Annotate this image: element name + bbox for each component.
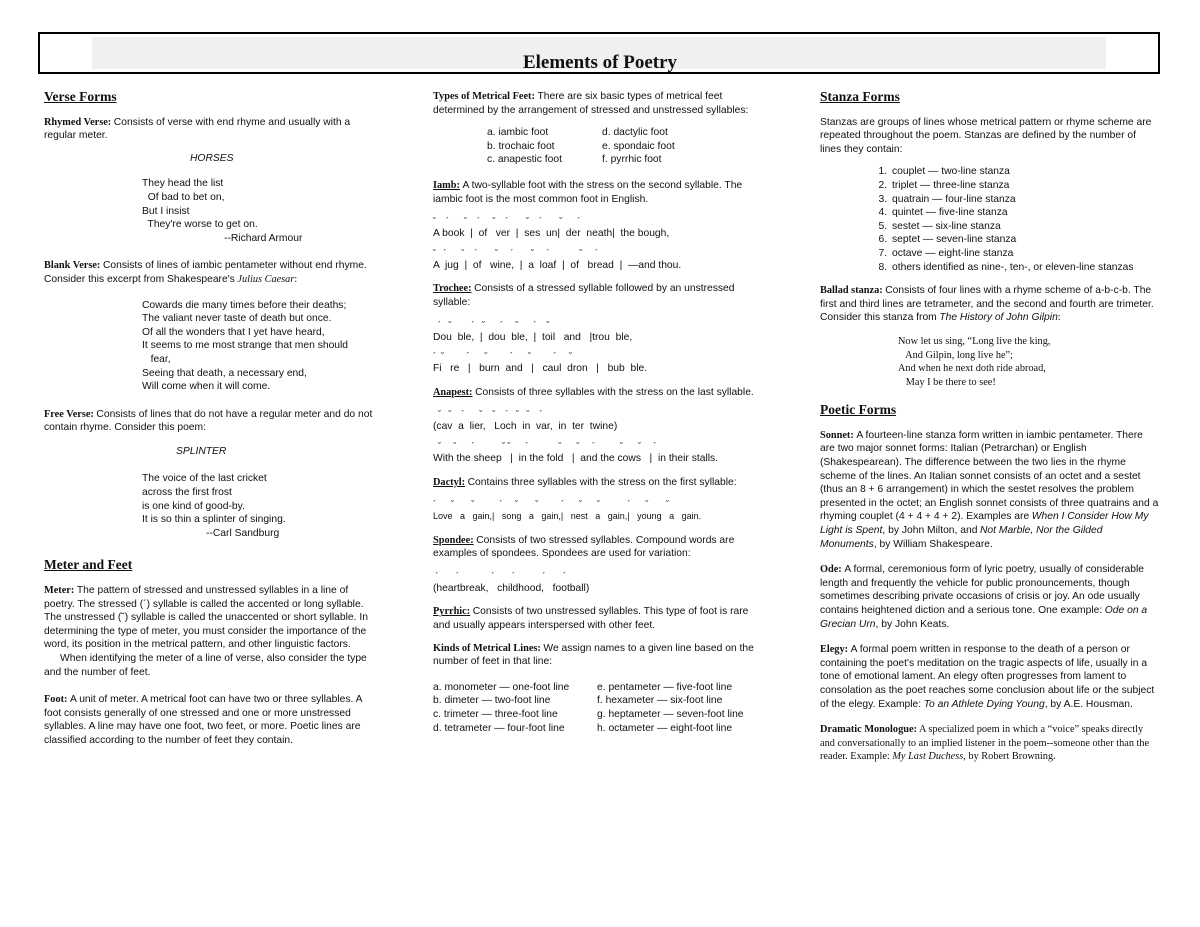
stanza-list-item: 5. sestet — six-line stanza: [890, 220, 1160, 234]
caesar-line: The valiant never taste of death but once.: [142, 313, 332, 325]
gilpin-line: And Gilpin, long live he”;: [898, 349, 1013, 361]
dactyl-def: Contains three syllables with the stress on the first syllable:: [467, 476, 737, 488]
free-term: Free Verse:: [44, 408, 94, 420]
page-title: Elements of Poetry: [522, 52, 678, 73]
dactyl-para: [433, 476, 768, 490]
horses-author: --Richard Armour: [224, 232, 303, 244]
pyrrhic-def: Consists of two unstressed syllables. This type of foot is rare and usually appears interspersed with other feet.: [433, 606, 749, 632]
gilpin-line: May I be there to see!: [898, 376, 996, 388]
iamb-example: A book | of ver | ses un| der neath| the bough,: [433, 228, 670, 240]
lines-list-item: a. monometer — one-foot line: [433, 681, 570, 693]
foot-term: Foot:: [44, 694, 68, 706]
stanza-list: [820, 165, 1160, 274]
dactyl-example: Love a gain,| song a gain,| nest a gain,| young a gain.: [433, 511, 702, 522]
ode-example: Ode on a Grecian Urn: [820, 605, 1148, 630]
stanza-list-item: 2. triplet — three-line stanza: [890, 179, 1160, 193]
dramatic-def: A specialized poem in which a “voice” speaks directly and conversationally to an implied listener in the poem--someone other than the reader. Example:: [820, 724, 1150, 763]
feet-list-item: a. iambic foot: [487, 127, 549, 139]
caesar-line: fear,: [142, 353, 171, 365]
ballad-para: Ballad stanza: Consists of four lines with a rhyme scheme of a-b-c-b. The first and third lines are tetrameter, and the second and fourth are trimeter. Consider this stanza from The History of John Gilpin:: [820, 285, 1154, 324]
spondee-def: Consists of two stressed syllables. Compound words are examples of spondees. Spondees are used for variation:: [433, 534, 735, 560]
free-def: Consists of lines that do not have a regular meter and do not contain rhyme. Consider this poem:: [44, 408, 373, 434]
spondee-term: Spondee:: [433, 534, 474, 546]
caesar-line: Will come when it will come.: [142, 381, 271, 393]
free-verse-para: [44, 408, 374, 435]
dactyl-stress-marks: ´ ˘ ˘ ´ ˘ ˘ ´ ˘ ˘ ´ ˘ ˘: [433, 499, 670, 510]
ode-example-author: , by John Keats.: [875, 618, 950, 630]
caesar-line: Seeing that death, a necessary end,: [142, 367, 307, 379]
caesar-excerpt: [142, 299, 374, 394]
splinter-author: --Carl Sandburg: [206, 527, 280, 539]
stanza-list-item: 4. quintet — five-line stanza: [890, 206, 1160, 220]
iamb-example: A jug | of wine, | a loaf | of bread | —and thou.: [433, 259, 682, 271]
stanza-def: Stanzas are groups of lines whose metrical pattern or rhyme scheme are repeated throughout the poem. Stanzas are defined by the number of lines they contain:: [820, 116, 1152, 155]
caesar-line: It seems to me most strange that men should: [142, 340, 349, 352]
blank-work: Julius Caesar: [237, 273, 295, 285]
stanza-list-item: 1. couplet — two-line stanza: [890, 165, 1160, 179]
meter-heading: Meter and Feet: [44, 557, 133, 573]
anapest-example: With the sheep | in the fold | and the cows | in their stalls.: [433, 452, 719, 464]
horses-line: But I insist: [142, 205, 190, 217]
horses-line: They head the list: [142, 178, 224, 190]
trochee-def: Consists of a stressed syllable followed by an unstressed syllable:: [433, 283, 735, 308]
ballad-work: The History of John Gilpin: [939, 312, 1058, 324]
elegy-example: To an Athlete Dying Young: [923, 698, 1045, 710]
meter-para: [44, 584, 374, 652]
sonnet-example-2: Not Marble, Nor the Gilded Monuments: [820, 525, 1103, 550]
horses-poem: [142, 152, 374, 246]
anapest-example: (cav a lier, Loch in var, in ter twine): [433, 421, 618, 433]
dramatic-example-author: , by Robert Browning.: [963, 751, 1056, 763]
spondee-example: (heartbreak, childhood, football): [433, 582, 590, 594]
feet-list-item: d. dactylic foot: [602, 127, 668, 139]
dramatic-para: [820, 723, 1160, 764]
foot-para: [44, 693, 374, 747]
stanza-list-item: 6. septet — seven-line stanza: [890, 233, 1160, 247]
horses-title: HORSES: [190, 152, 234, 164]
horses-line: Of bad to bet on,: [142, 191, 225, 203]
blank-verse-para: Blank Verse: Consists of lines of iambic pentameter without end rhyme. Consider this excerpt from Shakespeare's Julius Caesar:: [44, 260, 367, 285]
elegy-para: [820, 643, 1160, 711]
lines-list-item: d. tetrameter — four-foot line: [433, 722, 565, 734]
splinter-poem: [142, 445, 374, 541]
poetic-forms-heading: Poetic Forms: [820, 402, 897, 418]
stanza-list-item: 8. others identified as nine-, ten-, or eleven-line stanzas: [890, 261, 1160, 275]
rhymed-term: Rhymed Verse:: [44, 116, 112, 128]
lines-list-item: h. octameter — eight-foot line: [597, 722, 733, 734]
foot-def: A unit of meter. A metrical foot can have two or three syllables. A foot consists generally of one stressed and one or more unstressed syllables. A line may have one foot, two feet, or more. Poetic lines are classified according to the number of feet they contain.: [44, 694, 362, 746]
lines-list-item: b. dimeter — two-foot line: [433, 695, 551, 707]
ode-para: [820, 563, 1160, 631]
trochee-example: Dou ble, | dou ble, | toil and |trou ble,: [433, 331, 633, 343]
rhymed-def: Consists of verse with end rhyme and usually with a regular meter.: [44, 116, 351, 142]
column-verse-forms: [44, 90, 374, 757]
trochee-example: Fi re | burn and | caul dron | bub ble.: [433, 363, 648, 375]
horses-line: They're worse to get on.: [142, 219, 258, 231]
sonnet-example-1: When I Consider How My Light is Spent: [820, 511, 1149, 537]
anapest-stress-marks: ˘ ˘ ´ ˘ ˘ ´ ˘ ˘ ´: [433, 409, 543, 420]
ballad-term: Ballad stanza:: [820, 285, 883, 297]
feet-list-item: b. trochaic foot: [487, 140, 555, 152]
dactyl-term: Dactyl:: [433, 476, 466, 488]
blank-term: Blank Verse:: [44, 260, 101, 272]
lines-list-item: e. pentameter — five-foot line: [597, 681, 733, 693]
sonnet-example-2-author: , by William Shakespeare.: [873, 538, 993, 550]
trochee-stress-marks: ´ ˘ ´ ˘ ´ ˘ ´ ˘: [433, 319, 550, 330]
ode-def: A formal, ceremonious form of lyric poetry, usually of considerable length and frequently the vehicle for public pronouncements, though sometimes describing private occasions of crisis or joy. An ode usually contains heightened diction and a serious tone. One example:: [820, 564, 1145, 616]
column-stanza-forms: [820, 90, 1160, 773]
pyrrhic-para: [433, 605, 768, 632]
elegy-example-author: , by A.E. Housman.: [1044, 698, 1133, 710]
meter-def: The pattern of stressed and unstressed syllables in a line of poetry. The stressed (´) syllable is called the accented or long syllable. The unstressed (˘) syllable is called the unaccented or short syllable. In determining the type of meter, you must consider the importance of the word, its position in the metrical pattern, and other linguistic factors.: [44, 585, 368, 651]
splinter-title: SPLINTER: [176, 445, 227, 457]
lines-list: [433, 681, 768, 735]
caesar-line: Of all the wonders that I yet have heard,: [142, 326, 325, 338]
gilpin-stanza: [898, 335, 1160, 389]
feet-list: [487, 126, 707, 167]
verse-forms-heading: Verse Forms: [44, 89, 117, 104]
blank-def: Consists of lines of iambic pentameter without end rhyme. Consider this excerpt from Shakespeare's: [44, 260, 367, 285]
types-term: Types of Metrical Feet:: [433, 91, 535, 102]
feet-list-item: f. pyrrhic foot: [602, 154, 662, 166]
sonnet-term: Sonnet:: [820, 429, 854, 441]
stanza-list-item: 3. quatrain — four-line stanza: [890, 193, 1160, 207]
anapest-term: Anapest:: [433, 386, 473, 398]
splinter-line: The voice of the last cricket: [142, 473, 267, 485]
lines-list-item: g. heptameter — seven-foot line: [597, 709, 744, 721]
caesar-line: Cowards die many times before their deaths;: [142, 299, 347, 311]
iamb-stress-marks: ˘ ´ ˘ ´ ˘ ´ ˘ ´ ˘ ´: [433, 247, 598, 258]
iamb-para: [433, 179, 768, 206]
feet-list-item: c. anapestic foot: [487, 154, 562, 166]
splinter-line: It is so thin a splinter of singing.: [142, 514, 286, 526]
ode-term: Ode:: [820, 564, 842, 576]
sonnet-def: A fourteen-line stanza form written in iambic pentameter. There are two major sonnet forms: Italian (Petrarchan) or English (Shakespearean). The difference between the two lies in the rhyme scheme of the lines. An Italian sonnet consists of an octet and a sestet (thus an 8 + 6 arrangement) in which the sestet resolves the problem presented in the octet; an English sonnet consists of three quatrains and a rhyming couplet (4 + 4 + 4 + 2). Examples are: [820, 429, 1159, 523]
iamb-term: Iamb:: [433, 179, 460, 191]
ballad-def: Consists of four lines with a rhyme scheme of a-b-c-b. The first and third lines are tetrameter, and the second and fourth are trimeter. Consider this stanza from: [820, 285, 1154, 324]
dramatic-term: Dramatic Monologue:: [820, 724, 917, 736]
gilpin-line: And when he next doth ride abroad,: [898, 363, 1046, 375]
iamb-stress-marks: ˘ ´ ˘ ´ ˘ ´ ˘ ´ ˘ ´: [433, 216, 581, 227]
lines-list-item: c. trimeter — three-foot line: [433, 709, 558, 721]
trochee-stress-marks: ´ ˘ ´ ˘ ´ ˘ ´ ˘: [433, 351, 572, 362]
rhymed-verse-para: [44, 116, 374, 143]
types-para: [433, 90, 768, 117]
stanza-heading: Stanza Forms: [820, 89, 900, 104]
column-metrical-feet: [433, 90, 768, 745]
pyrrhic-term: Pyrrhic:: [433, 606, 471, 618]
kinds-def: We assign names to a given line based on the number of feet in that line:: [433, 642, 754, 668]
trochee-term: Trochee:: [433, 283, 472, 295]
iamb-def: A two-syllable foot with the stress on the second syllable. The iambic foot is the most common foot in English.: [433, 179, 743, 205]
spondee-para: [433, 534, 768, 561]
anapest-para: [433, 386, 768, 400]
feet-list-item: e. spondaic foot: [602, 140, 675, 152]
meter-term: Meter:: [44, 585, 75, 597]
meter-def2: When identifying the meter of a line of verse, also consider the type and the number of feet.: [44, 653, 367, 678]
anapest-def: Consists of three syllables with the stress on the last syllable.: [475, 386, 754, 398]
splinter-line: across the first frost: [142, 487, 232, 499]
gilpin-line: Now let us sing, “Long live the king,: [898, 335, 1051, 347]
sonnet-para: [820, 429, 1160, 551]
trochee-para: [433, 282, 768, 309]
spondee-stress-marks: ´ ´ ´ ´ ´ ´: [433, 570, 567, 581]
sonnet-example-1-author: , by John Milton, and: [882, 525, 978, 537]
types-def: There are six basic types of metrical feet determined by the arrangement of stressed and unstressed syllables:: [433, 91, 749, 116]
kinds-para: [433, 642, 768, 669]
kinds-term: Kinds of Metrical Lines:: [433, 642, 541, 654]
splinter-line: is one kind of good-by.: [142, 500, 245, 512]
elegy-term: Elegy:: [820, 644, 849, 656]
dramatic-example: My Last Duchess: [892, 751, 964, 763]
anapest-stress-marks: ˘ ˘ ´ ˘ ˘ ´ ˘ ˘ ´ ˘ ˘ ´: [433, 440, 657, 451]
elegy-def: A formal poem written in response to the death of a person or containing the poet's meditation on the tragic aspects of life, usually in a tone of emotional lament. An elegy often progresses from lament to consolation as the poet reaches some conclusion about life or the subject of the elegy. Example:: [820, 644, 1155, 710]
lines-list-item: f. hexameter — six-foot line: [597, 695, 723, 707]
stanza-list-item: 7. octave — eight-line stanza: [890, 247, 1160, 261]
